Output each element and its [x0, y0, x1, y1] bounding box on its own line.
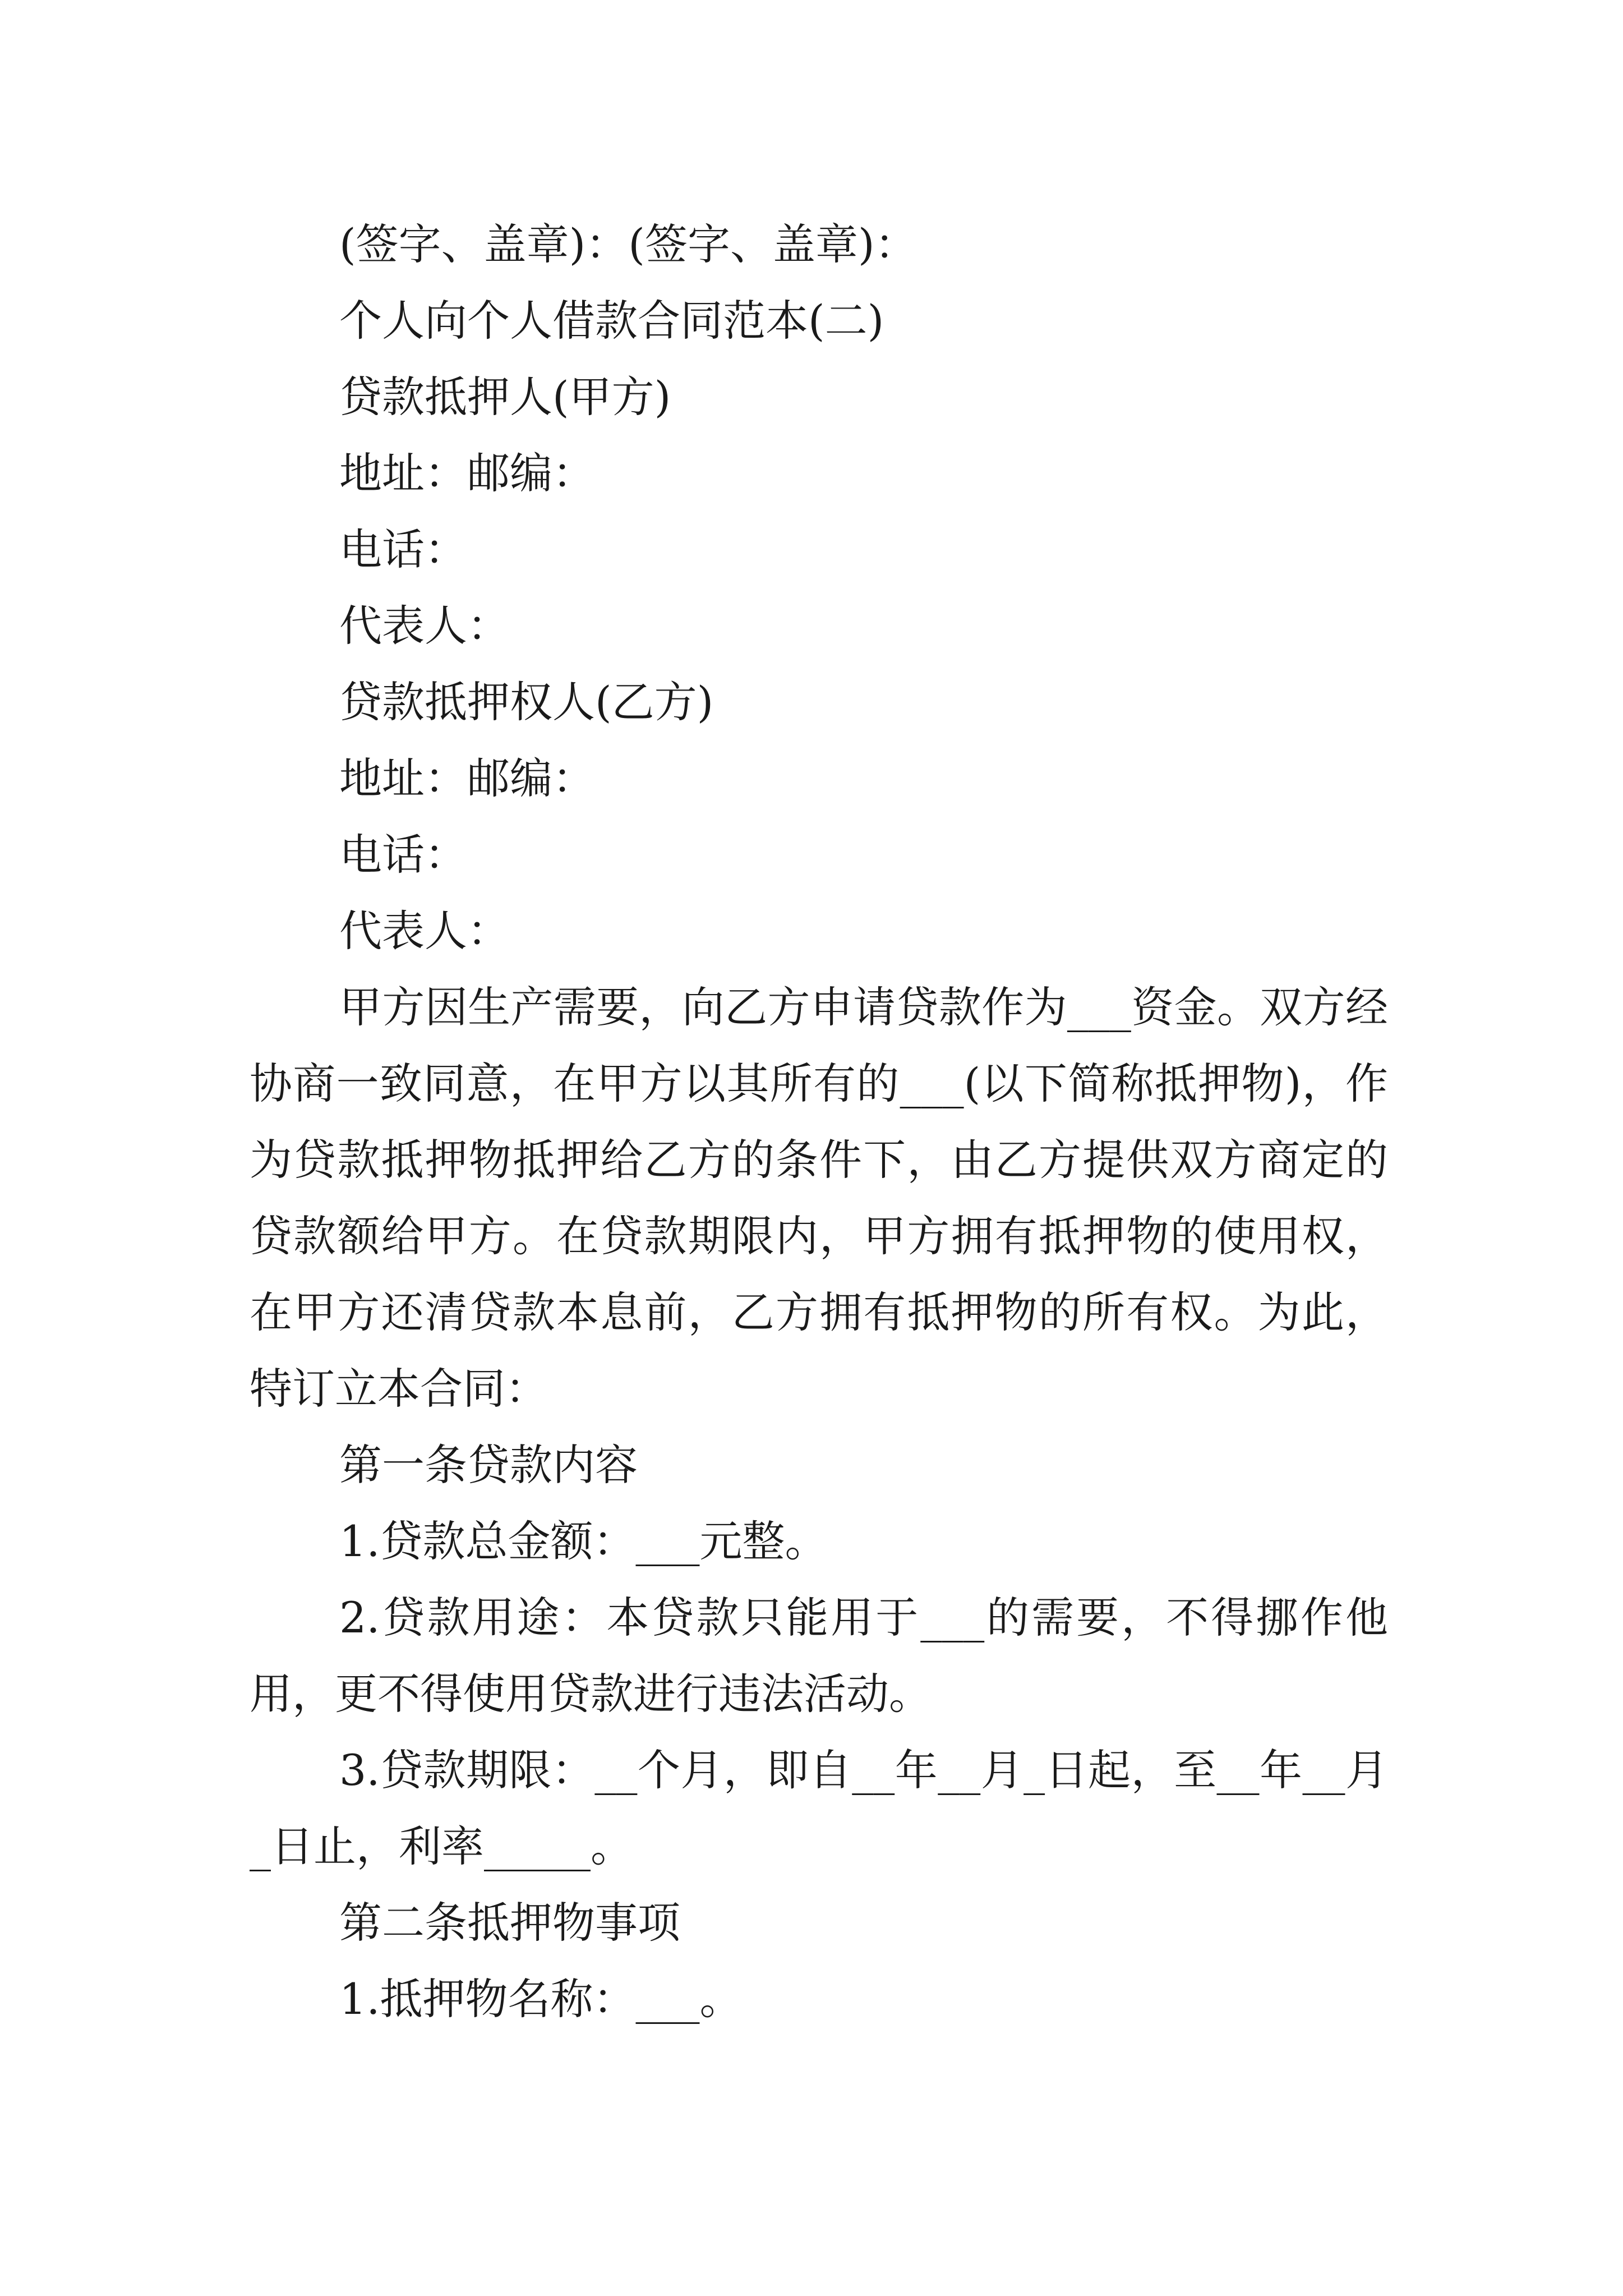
contract-title: 个人向个人借款合同范本(二): [339, 296, 884, 346]
signature-line: (签字、盖章)：(签字、盖章)：: [339, 219, 917, 269]
party-b-phone: 电话：: [339, 830, 467, 880]
party-b-label: 贷款抵押权人(乙方): [339, 677, 714, 727]
party-a-phone: 电话：: [339, 524, 467, 574]
party-a-label: 贷款抵押人(甲方): [339, 372, 671, 422]
article-2-item-1: 1.抵押物名称：___。: [339, 1974, 743, 2024]
article-1-heading: 第一条贷款内容: [339, 1440, 638, 1490]
party-a-representative: 代表人：: [339, 601, 510, 651]
party-b-address: 地址：邮编：: [339, 753, 595, 803]
article-1-item-3: 3.贷款期限：__个月，即自__年__月_日起，至__年__月_日止，利率_____。: [250, 1745, 1388, 1871]
article-1-item-1: 1.贷款总金额：___元整。: [339, 1516, 828, 1566]
article-1-item-2: 2.贷款用途：本贷款只能用于___的需要，不得挪作他用，更不得使用贷款进行违法活动。: [250, 1593, 1388, 1719]
party-b-representative: 代表人：: [339, 906, 510, 956]
party-a-address: 地址：邮编：: [339, 448, 595, 498]
preamble-paragraph: 甲方因生产需要，向乙方申请贷款作为___资金。双方经协商一致同意，在甲方以其所有的___(以下简称抵押物)，作为贷款抵押物抵押给乙方的条件下，由乙方提供双方商定的贷款额给甲方。在贷款期限内，甲方拥有抵押物的使用权，在甲方还清贷款本息前，乙方拥有抵押物的所有权。为此，特订立本合同：: [250, 982, 1388, 1414]
article-2-heading: 第二条抵押物事项: [339, 1898, 680, 1948]
document-body: [250, 206, 1388, 2037]
